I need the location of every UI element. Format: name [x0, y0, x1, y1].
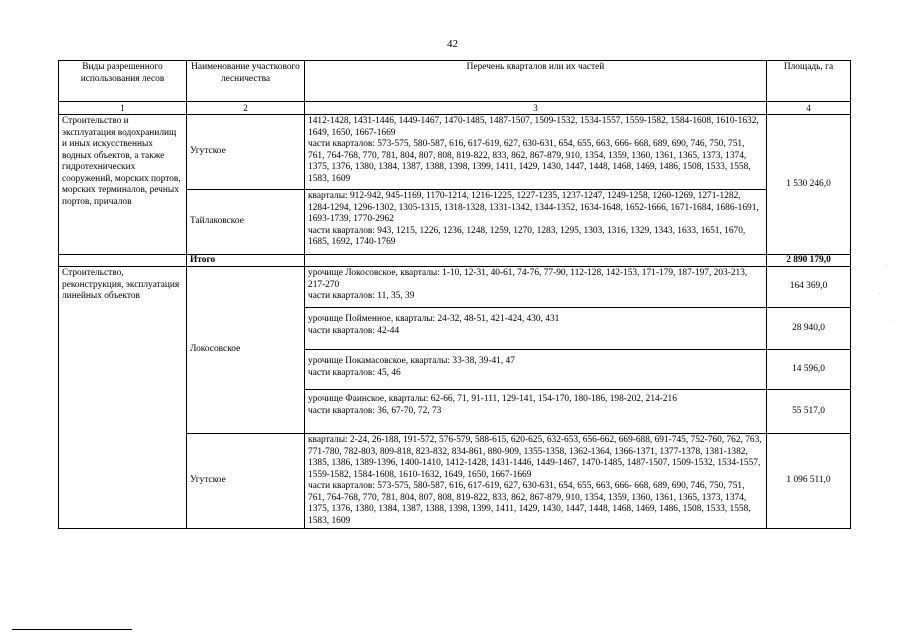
quarters-cell	[305, 350, 767, 390]
area-cell: 14 596,0	[767, 350, 851, 390]
area-cell: 28 940,0	[767, 308, 851, 350]
margin-scan-mark: ·	[885, 262, 888, 270]
tract-quarters: урочище Покамасовское, кварталы: 33-38, 39-41, 47	[308, 356, 515, 366]
table-row	[59, 267, 851, 308]
area-cell: 55 517,0	[767, 390, 851, 434]
quarter-parts-list: части кварталов: 11, 35, 39	[308, 291, 415, 301]
forest-use-table	[58, 60, 851, 529]
table-header-row	[59, 61, 851, 102]
quarters-list: кварталы: 912-942, 945-1169, 1170-1214, 1216-1225, 1227-1235, 1237-1247, 1249-1258, 1260-1269, 1271-1282, 1284-1294, 1296-1302, 1305-1315, 1318-1328, 1331-1342, 1344-1352, 1634-1648, 1652-1666, 1671-1684, 1686-1691, 1693-1739, 1770-2962	[308, 191, 759, 224]
quarters-cell	[305, 308, 767, 350]
column-number-row	[59, 102, 851, 115]
footnote-divider	[12, 629, 132, 630]
quarters-cell	[305, 390, 767, 434]
header-quarters: Перечень кварталов или их частей	[305, 61, 767, 102]
quarter-parts-list: части кварталов: 573-575, 580-587, 616, 617-619, 627, 630-631, 654, 655, 663, 666- 668, 689, 690, 746, 750, 751, 761, 764-768, 770, 781, 804, 807, 808, 819-822, 833, 862, 867-879, 910, 1354, 1359, 1360, 1361, 1365, 1373, 1374, 1375, 1376, 1380, 1384, 1387, 1388, 1398, 1399, 1411, 1429, 1430, 1447, 1448, 1468, 1469, 1486, 1508, 1533, 1558, 1583, 1609	[308, 139, 751, 184]
forestry-cell: Угутское	[187, 115, 305, 190]
page-number: 42	[447, 38, 458, 50]
tract-quarters: урочище Локосовское, кварталы: 1-10, 12-31, 40-61, 74-76, 77-90, 112-128, 142-153, 171-179, 187-197, 203-213, 217-270	[308, 268, 748, 290]
table-row	[59, 115, 851, 190]
forestry-cell: Тайлаковское	[187, 190, 305, 255]
forestry-cell: Угутское	[187, 434, 305, 529]
header-use-type: Виды разрешенного использования лесов	[59, 61, 187, 102]
quarters-cell	[305, 267, 767, 308]
column-number-3: 3	[305, 102, 767, 115]
quarter-parts-list: части кварталов: 943, 1215, 1226, 1236, 1248, 1259, 1270, 1283, 1295, 1303, 1316, 1329, 1343, 1633, 1651, 1670, 1685, 1692, 1740-1769	[308, 225, 746, 247]
margin-scan-mark: ·	[878, 290, 881, 298]
column-number-1: 1	[59, 102, 187, 115]
column-number-2: 2	[187, 102, 305, 115]
total-label: Итого	[187, 255, 305, 267]
quarters-cell	[305, 434, 767, 529]
quarter-parts-list: части кварталов: 36, 67-70, 72, 73	[308, 405, 442, 416]
quarters-list: 1412-1428, 1431-1446, 1449-1467, 1470-1485, 1487-1507, 1509-1532, 1534-1557, 1559-1582, 1584-1608, 1610-1632, 1649, 1650, 1667-1669	[308, 116, 759, 138]
column-number-4: 4	[767, 102, 851, 115]
quarters-cell	[305, 190, 767, 255]
tract-quarters: урочище Пойменное, кварталы: 24-32, 48-51, 421-424, 430, 431	[308, 314, 560, 324]
area-cell: 164 369,0	[767, 267, 851, 308]
tract-quarters: урочище Фаинское, кварталы: 62-66, 71, 91-111, 129-141, 154-170, 180-186, 198-202, 214-216	[308, 394, 677, 404]
area-cell: 1 096 511,0	[767, 434, 851, 529]
quarters-cell	[305, 115, 767, 190]
forestry-cell: Локосовское	[187, 267, 305, 434]
total-row	[59, 255, 851, 267]
header-area: Площадь, га	[767, 61, 851, 102]
use-type-cell: Строительство и эксплуатация водохранилищ и иных искусственных водных объектов, а также гидротехнических сооружений, морских портов, морских терминалов, речных портов, причалов	[59, 115, 187, 255]
quarter-parts-list: части кварталов: 573-575, 580-587, 616, 617-619, 627, 630-631, 654, 655, 663, 666- 668, 689, 690, 746, 750, 751, 761, 764-768, 770, 781, 804, 807, 808, 819-822, 833, 862, 867-879, 910, 1354, 1359, 1360, 1361, 1365, 1373, 1374, 1375, 1376, 1380, 1384, 1387, 1388, 1398, 1399, 1411, 1429, 1430, 1447, 1448, 1468, 1469, 1486, 1508, 1533, 1558, 1583, 1609	[308, 481, 751, 526]
margin-scan-mark: ·	[890, 318, 893, 326]
header-forestry: Наименование участкового лесничества	[187, 61, 305, 102]
area-cell: 1 530 246,0	[767, 115, 851, 255]
total-value: 2 890 179,0	[767, 255, 851, 267]
quarter-parts-list: части кварталов: 45, 46	[308, 367, 401, 378]
quarters-list: кварталы: 2-24, 26-188, 191-572, 576-579, 588-615, 620-625, 632-653, 656-662, 669-688, 691-745, 752-760, 762, 763, 771-780, 782-803, 809-818, 823-832, 834-861, 880-909, 1355-1358, 1362-1364, 1366-1371, 1377-1378, 1381-1382, 1385, 1386, 1389-1396, 1400-1410, 1412-1428, 1431-1446, 1449-1467, 1470-1485, 1487-1507, 1509-1532, 1534-1557, 1559-1582, 1584-1608, 1610-1632, 1649, 1650, 1667-1669	[308, 435, 762, 480]
quarter-parts-list: части кварталов: 42-44	[308, 325, 400, 336]
use-type-cell: Строительство, реконструкция, эксплуатация линейных объектов	[59, 267, 187, 529]
